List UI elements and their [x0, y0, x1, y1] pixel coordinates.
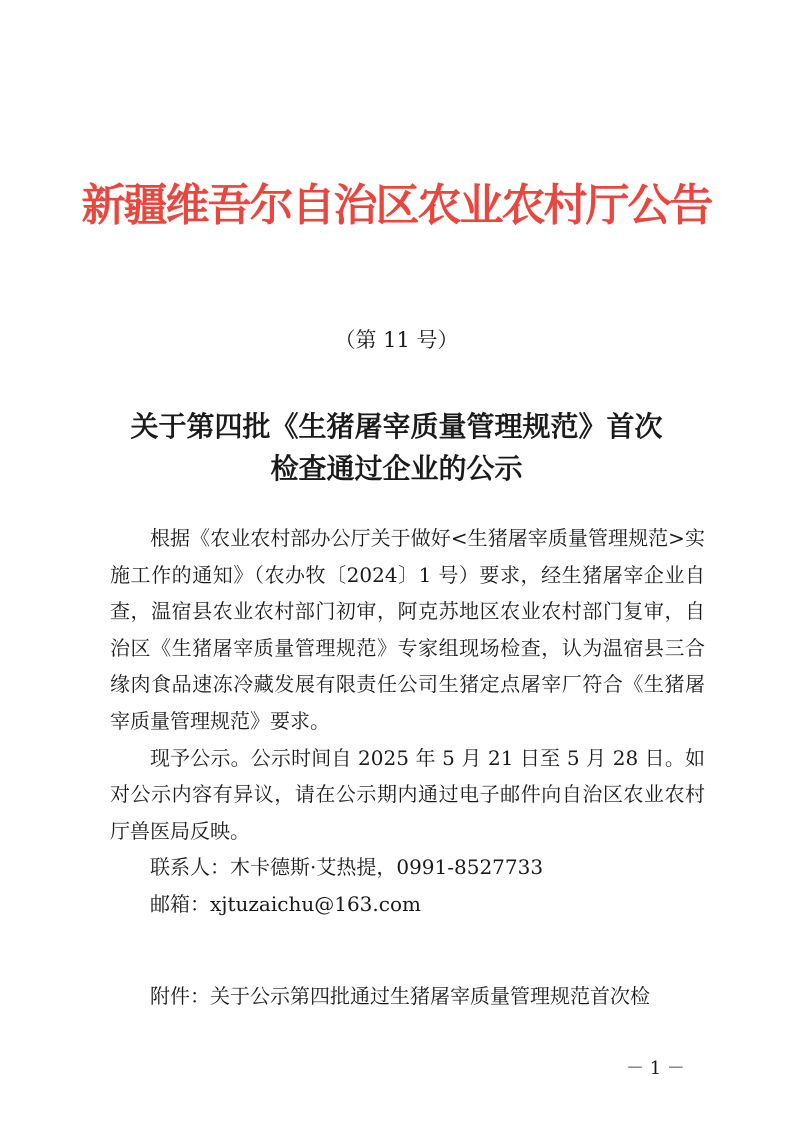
- body-paragraph-basis: 根据《农业农村部办公厅关于做好<生猪屠宰质量管理规范>实施工作的通知》（农办牧〔2024〕1 号）要求，经生猪屠宰企业自查，温宿县农业农村部门初审，阿克苏地区农业农村部门复审，自治区《生猪屠宰质量管理规范》专家组现场检查，认为温宿县三合缘肉食品速冻冷藏发展有限责任公司生猪定点屠宰厂符合《生猪屠宰质量管理规范》要求。: [110, 526, 705, 733]
- contact-line: 联系人：木卡德斯·艾热提，0991-8527733: [150, 855, 544, 880]
- announcement-header-title: 新疆维吾尔自治区农业农村厅公告: [81, 180, 712, 231]
- page-number: － 1 －: [626, 1058, 685, 1079]
- document-number: （第 11 号）: [334, 328, 459, 352]
- document-body: [110, 520, 705, 923]
- document-title-line-1: 关于第四批《生猪屠宰质量管理规范》首次: [130, 410, 663, 443]
- document-title: [0, 406, 793, 490]
- body-paragraph-notice-period: 现予公示。公示时间自 2025 年 5 月 21 日至 5 月 28 日。如对公示内容有异议，请在公示期内通过电子邮件向自治区农业农村厅兽医局反映。: [110, 745, 705, 843]
- email-line: 邮箱：xjtuzaichu@163.com: [150, 891, 421, 916]
- document-title-line-2: 检查通过企业的公示: [270, 452, 523, 485]
- attachment-line: 附件：关于公示第四批通过生猪屠宰质量管理规范首次检: [150, 984, 650, 1008]
